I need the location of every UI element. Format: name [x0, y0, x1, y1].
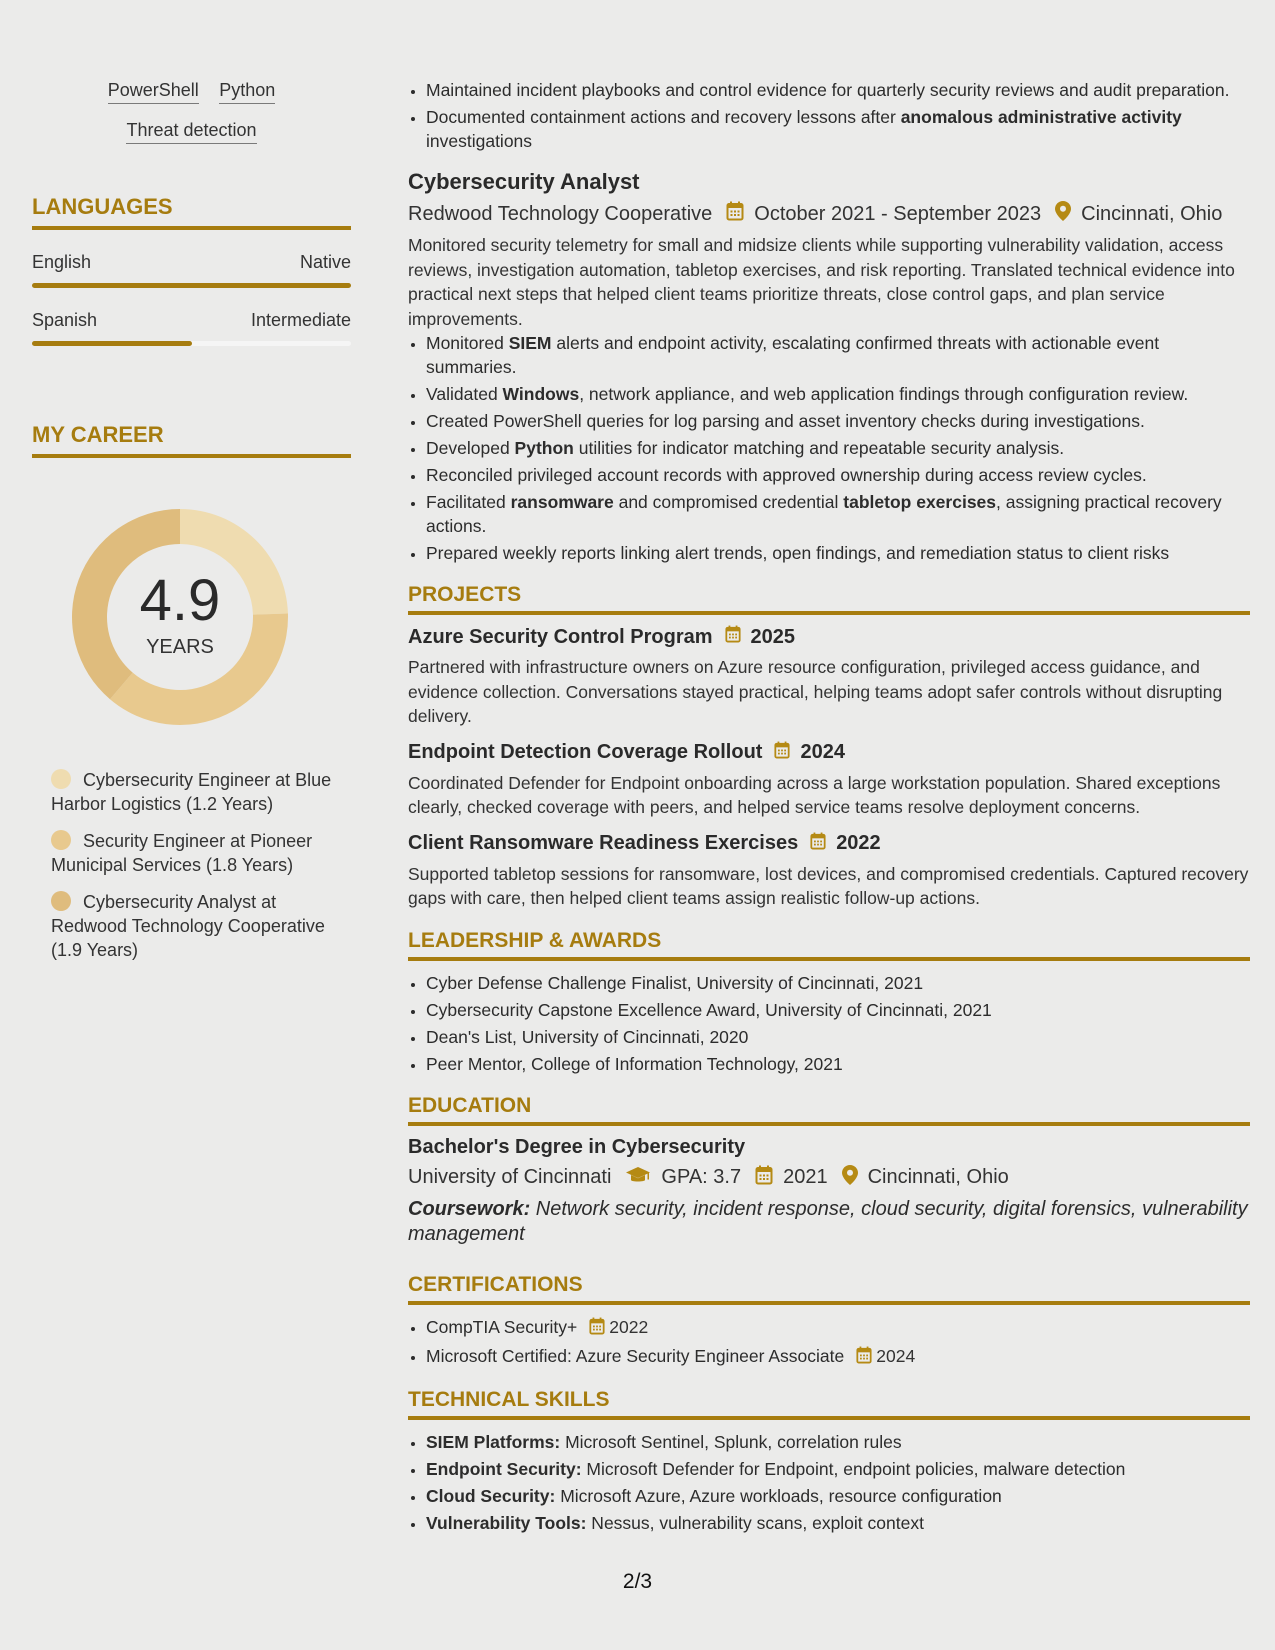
bullet-item [426, 436, 1250, 460]
skill-tags [32, 80, 351, 160]
calendar-icon [755, 1165, 773, 1191]
project-title: Client Ransomware Readiness Exercises [408, 832, 799, 854]
project-description: Coordinated Defender for Endpoint onboarding across a large workstation population. Shared exceptions clearly, checked coverage with peers, and helped service teams resolve deployment concerns. [408, 772, 1221, 817]
bullet-item [426, 78, 1250, 102]
tech-skill-label: Vulnerability Tools: [426, 1512, 587, 1533]
calendar-icon [589, 1317, 605, 1341]
project-item [408, 741, 1250, 820]
certifications-heading: CERTIFICATIONS [408, 1273, 1250, 1305]
tech-skill-value: Nessus, vulnerability scans, exploit context [586, 1512, 924, 1533]
legend-dot [51, 891, 71, 911]
job-dates: October 2021 - September 2023 [754, 202, 1042, 225]
career-donut-chart [65, 502, 295, 732]
projects-heading: PROJECTS [408, 583, 1250, 615]
legend-dot [51, 830, 71, 850]
certification-name: CompTIA Security+ [426, 1316, 578, 1337]
calendar-icon [726, 201, 744, 227]
language-name: Spanish [32, 310, 98, 330]
bullet-item [426, 490, 1250, 538]
tech-skill-label: Cloud Security: [426, 1485, 556, 1506]
bullet-bold: Python [514, 438, 574, 458]
graduation-year: 2021 [783, 1166, 828, 1188]
project-year: 2025 [750, 625, 796, 648]
tech-skill-label: SIEM Platforms: [426, 1431, 561, 1452]
job-location: Cincinnati, Ohio [1081, 202, 1223, 225]
certification-year: 2022 [609, 1316, 649, 1337]
bullet-item [426, 541, 1250, 565]
project-title-row [408, 832, 1250, 856]
bullet-text: Prepared weekly reports linking alert trends, open findings, and remediation status to client risks [426, 543, 1170, 563]
career-legend-label: Cybersecurity Analyst at Redwood Technology Cooperative (1.9 Years) [51, 892, 325, 960]
main-content [408, 78, 1250, 1538]
career-legend [51, 768, 351, 962]
tech-skill-label: Endpoint Security: [426, 1458, 582, 1479]
skill-tag: PowerShell [108, 80, 199, 104]
coursework-text: Network security, incident response, cloud security, digital forensics, vulnerability management [408, 1197, 1248, 1245]
award-item: • Dean's List, University of Cincinnati, 2020 [426, 1025, 1250, 1049]
tech-skill-item [426, 1484, 1250, 1508]
project-item [408, 832, 1250, 911]
bullet-text: , network appliance, and web application findings through configuration review. [579, 384, 1189, 404]
technical-skills-heading: TECHNICAL SKILLS [408, 1388, 1250, 1420]
awards-list [408, 971, 1250, 1076]
calendar-icon [810, 832, 826, 856]
gpa: GPA: 3.7 [661, 1166, 742, 1188]
project-title-row [408, 625, 1250, 649]
bullet-text: and compromised credential [613, 492, 844, 512]
language-bar [32, 341, 351, 346]
job-company: Redwood Technology Cooperative [408, 202, 713, 225]
technical-skills-list [408, 1430, 1250, 1535]
language-level: Native [299, 252, 351, 272]
coursework-label: Coursework: [408, 1197, 531, 1220]
sidebar [32, 80, 351, 975]
bullet-bold: tabletop exercises [843, 492, 997, 512]
project-title: Endpoint Detection Coverage Rollout [408, 741, 763, 763]
bullet-text: utilities for indicator matching and repeatable security analysis. [573, 438, 1065, 458]
graduation-cap-icon [625, 1166, 651, 1190]
language-name: English [32, 252, 92, 272]
skill-tag: Threat detection [126, 120, 256, 144]
projects-list [408, 625, 1250, 911]
tech-skill-item [426, 1457, 1250, 1481]
job-meta [408, 201, 1250, 227]
bullet-item [426, 409, 1250, 433]
project-title-row [408, 741, 1250, 765]
tech-skill-value: Microsoft Sentinel, Splunk, correlation rules [560, 1431, 902, 1452]
education-meta [408, 1165, 1250, 1191]
project-description: Supported tabletop sessions for ransomware, lost devices, and compromised credentials. Captured recovery gaps with care, then helped client teams assign realistic follow-up actions. [408, 863, 1249, 908]
calendar-icon [725, 625, 741, 649]
certification-item [426, 1315, 1250, 1341]
award-item: • Cybersecurity Capstone Excellence Award, University of Cincinnati, 2021 [426, 998, 1250, 1022]
project-description: Partnered with infrastructure owners on Azure resource configuration, privileged access guidance, and evidence collection. Conversations stayed practical, helping teams adopt safer controls without disrupting delivery. [408, 657, 1223, 726]
bullet-text: Created PowerShell queries for log parsing and asset inventory checks during investigations. [426, 411, 1145, 431]
certification-item [426, 1344, 1250, 1370]
bullet-item [426, 331, 1250, 379]
legend-dot [51, 769, 71, 789]
degree-title: Bachelor's Degree in Cybersecurity [408, 1135, 746, 1158]
project-item [408, 625, 1250, 729]
bullet-text: Documented containment actions and recovery lessons after [426, 107, 901, 127]
career-legend-label: Security Engineer at Pioneer Municipal Services (1.8 Years) [51, 831, 313, 875]
skill-tag: Python [219, 80, 275, 104]
job-bullets [408, 331, 1250, 565]
language-bar-fill [32, 283, 351, 288]
award-item: • Cyber Defense Challenge Finalist, University of Cincinnati, 2021 [426, 971, 1250, 995]
bullet-text: Facilitated [426, 492, 511, 512]
tech-skill-item [426, 1430, 1250, 1454]
calendar-icon [856, 1346, 872, 1370]
education-heading: EDUCATION [408, 1094, 1250, 1126]
school-location: Cincinnati, Ohio [867, 1166, 1009, 1188]
bullet-text: investigations [426, 131, 533, 151]
language-bar-fill [32, 341, 192, 346]
career-total-unit: YEARS [146, 636, 214, 658]
school-name: University of Cincinnati [408, 1166, 612, 1188]
award-item: • Peer Mentor, College of Information Technology, 2021 [426, 1052, 1250, 1076]
bullet-text: alerts and endpoint activity, escalating confirmed threats with actionable event summaries. [426, 333, 1160, 377]
calendar-icon [774, 741, 790, 765]
career-legend-item [51, 768, 351, 816]
bullet-item [426, 382, 1250, 406]
tech-skill-value: Microsoft Azure, Azure workloads, resource configuration [555, 1485, 1002, 1506]
bullet-text: Validated [426, 384, 503, 404]
project-year: 2022 [836, 832, 881, 854]
location-pin-icon [1055, 201, 1071, 227]
language-bar [32, 283, 351, 288]
languages-heading: LANGUAGES [32, 194, 351, 230]
tech-skill-value: Microsoft Defender for Endpoint, endpoint policies, malware detection [581, 1458, 1126, 1479]
bullet-bold: Windows [502, 384, 580, 404]
career-total-value: 4.9 [139, 568, 221, 633]
bullet-text: , assigning practical recovery actions. [426, 492, 1222, 536]
previous-job-bullets [408, 78, 1250, 153]
project-title: Azure Security Control Program [408, 625, 713, 648]
career-legend-label: Cybersecurity Engineer at Blue Harbor Logistics (1.2 Years) [51, 770, 332, 814]
career-heading: MY CAREER [32, 422, 351, 458]
certification-name: Microsoft Certified: Azure Security Engineer Associate [426, 1345, 845, 1366]
tech-skill-item [426, 1511, 1250, 1535]
bullet-text: Monitored [426, 333, 509, 353]
certifications-list [408, 1315, 1250, 1370]
page-number: 2/3 [622, 1570, 653, 1593]
bullet-bold: SIEM [508, 333, 552, 353]
bullet-text: Reconciled privileged account records with approved ownership during access review cycles. [426, 465, 1147, 485]
bullet-text: Developed [426, 438, 515, 458]
language-item [32, 310, 351, 346]
career-legend-item [51, 829, 351, 877]
language-item [32, 252, 351, 288]
job-title: Cybersecurity Analyst [408, 169, 640, 194]
bullet-item [426, 105, 1250, 153]
bullet-bold: ransomware [510, 492, 614, 512]
bullet-bold: anomalous administrative activity [900, 107, 1182, 127]
coursework [408, 1197, 1250, 1247]
location-pin-icon [842, 1165, 858, 1191]
project-year: 2024 [800, 741, 845, 763]
awards-heading: LEADERSHIP & AWARDS [408, 929, 1250, 961]
job-summary: Monitored security telemetry for small and midsize clients while supporting vulnerability validation, access reviews, investigation automation, tabletop exercises, and risk reporting. Translated technical evidence into practical next steps that helped client teams prioritize threats, close control gaps, and plan service improvements. [408, 235, 1235, 329]
bullet-text: Maintained incident playbooks and control evidence for quarterly security reviews and audit preparation. [426, 80, 1230, 100]
certification-year: 2024 [876, 1345, 916, 1366]
language-level: Intermediate [250, 310, 351, 330]
bullet-item [426, 463, 1250, 487]
career-legend-item [51, 890, 351, 962]
